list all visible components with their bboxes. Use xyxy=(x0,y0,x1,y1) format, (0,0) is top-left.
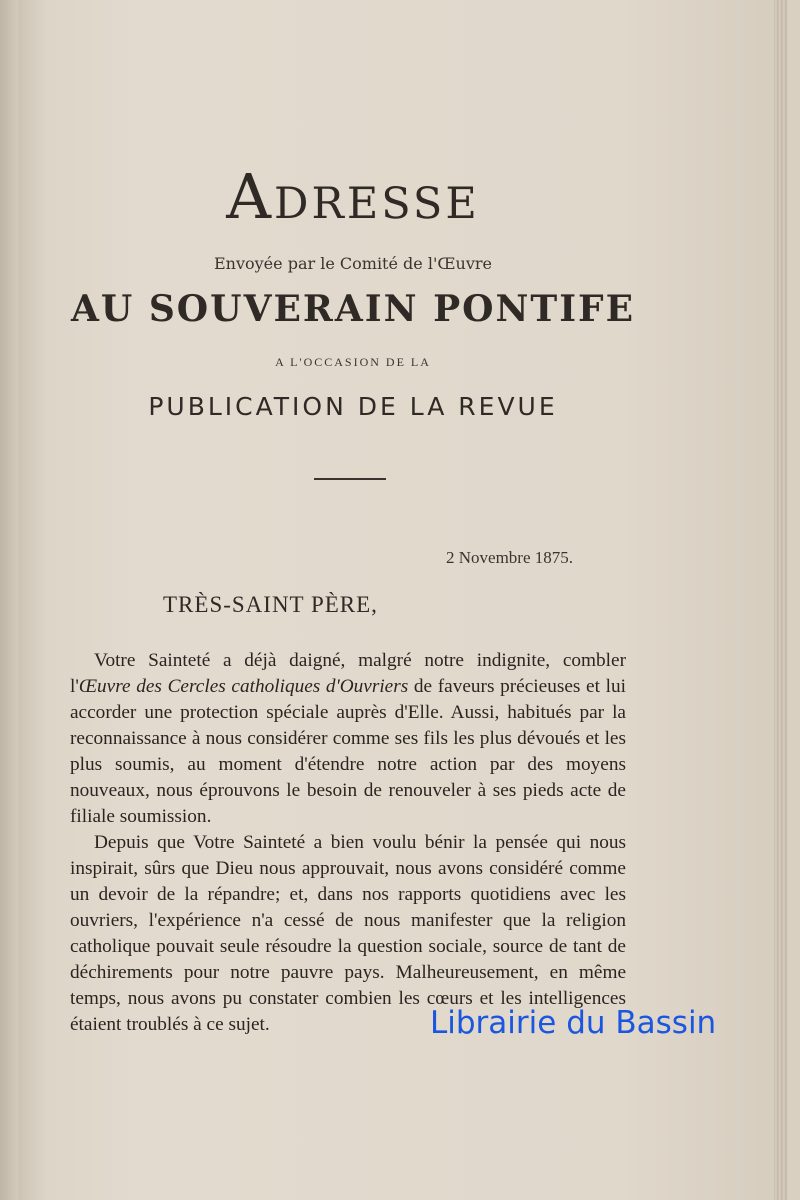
watermark: Librairie du Bassin xyxy=(430,1005,717,1041)
salutation: TRÈS-SAINT PÈRE, xyxy=(163,592,378,617)
recipient-heading: AU SOUVERAIN PONTIFE xyxy=(70,288,636,330)
paragraph-1-italic: Œuvre des Cercles catholiques d'Ouvriers xyxy=(78,676,409,697)
sent-by-line: Envoyée par le Comité de l'Œuvre xyxy=(213,254,493,273)
paragraph-1-end: de faveurs précieuses et lui accorder une protection spéciale auprès d'Elle. Aussi, habitués par la reconnaissance à nous considérer comme ses fils les plus dévoués et les plus soumis, au moment d'étendre notre action par des moyens nouveaux, nous éprouvons le besoin de renouveler à ses pieds acte de filiale soumission. xyxy=(70,676,626,827)
occasion-line: A L'OCCASION DE LA xyxy=(275,355,431,369)
document-title: Adresse xyxy=(226,160,480,233)
letter-date: 2 Novembre 1875. xyxy=(446,548,574,567)
page-edge xyxy=(774,0,788,1200)
paragraph-2: Depuis que Votre Sainteté a bien voulu bénir la pensée qui nous inspirait, sûrs que Dieu nous approuvait, nous avons considéré comme un devoir de la répandre; et, dans nos rapports quotidiens avec les ouvriers, l'expérience n'a cessé de nous manifester que la religion catholique pouvait seule résoudre la question sociale, source de tant de déchirements pour notre pauvre pays. Malheureusement, en même temps, nous avons pu constater combien les cœurs et les intelligences étaient troublés à ce sujet. xyxy=(70,832,626,1035)
publication-heading: PUBLICATION DE LA REVUE xyxy=(148,392,558,421)
letter-body xyxy=(70,648,626,1038)
page-gutter xyxy=(0,0,18,1200)
divider-rule xyxy=(314,478,386,480)
paragraph-1 xyxy=(70,648,626,830)
paragraph-1-start: Votre Sainteté a déjà daigné, malgré notre indignite, combler l' xyxy=(70,650,626,697)
